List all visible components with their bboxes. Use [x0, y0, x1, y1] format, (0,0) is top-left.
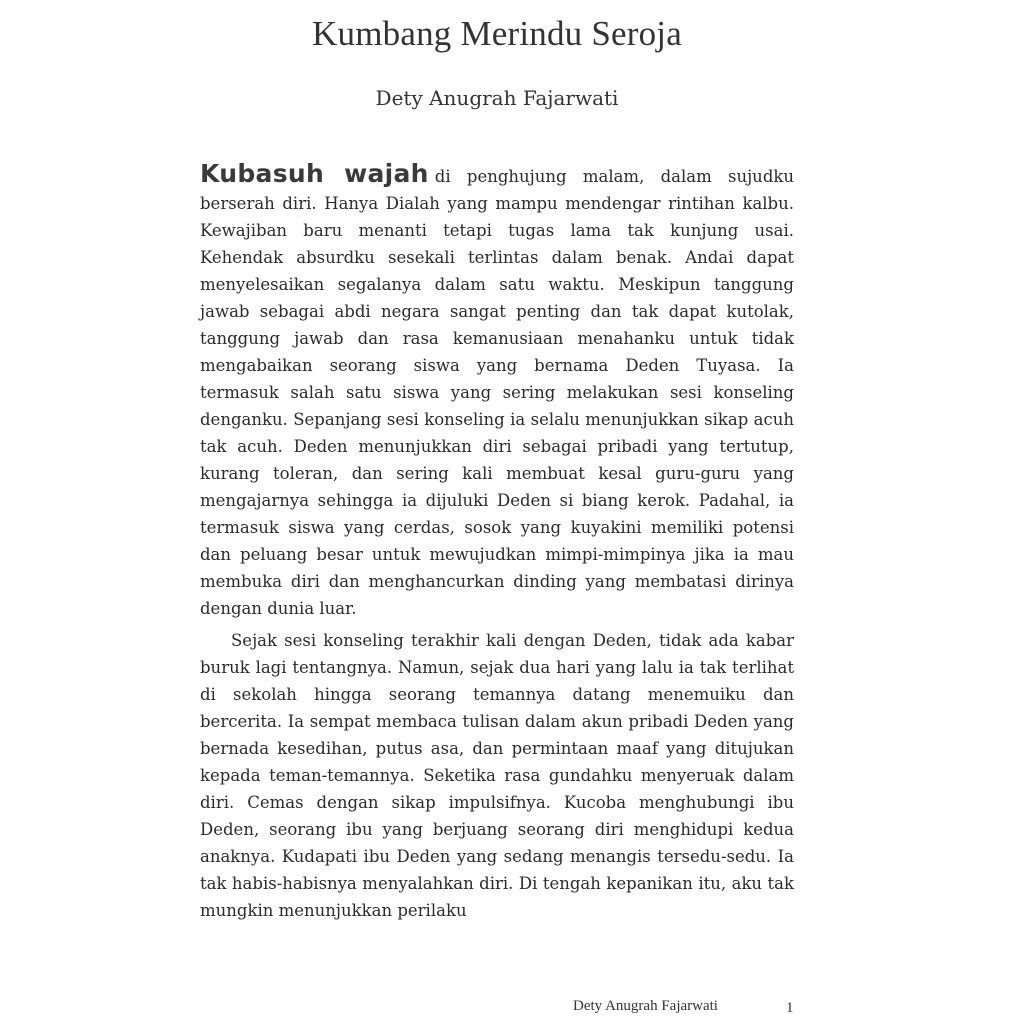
paragraph-1-text: di penghujung malam, dalam sujudku berserah diri. Hanya Dialah yang mampu mendengar rintihan kalbu. Kewajiban baru menanti tetapi tugas lama tak kunjung usai. Kehendak absurdku sesekali terlintas dalam benak. Andai dapat menyelesaikan segalanya dalam satu waktu. Meskipun tanggung jawab sebagai abdi negara sangat penting dan tak dapat kutolak, tanggung jawab dan rasa kemanusiaan menahanku untuk tidak mengabaikan seorang siswa yang bernama Deden Tuyasa. Ia termasuk salah satu siswa yang sering melakukan sesi konseling denganku. Sepanjang sesi konseling ia selalu menunjukkan sikap acuh tak acuh. Deden menunjukkan diri sebagai pribadi yang tertutup, kurang toleran, dan sering kali membuat kesal guru-guru yang mengajarnya sehingga ia dijuluki Deden si biang kerok. Padahal, ia termasuk siswa yang cerdas, sosok yang kuyakini memiliki potensi dan peluang besar untuk mewujudkan mimpi-mimpinya jika ia mau membuka diri dan menghancurkan dinding yang membatasi dirinya dengan dunia luar. — [200, 167, 795, 618]
lead-phrase: Kubasuh wajah — [200, 159, 429, 188]
author-name: Dety Anugrah Fajarwati — [375, 86, 619, 110]
page-title: Kumbang Merindu Seroja — [312, 14, 682, 53]
body-text — [200, 160, 794, 924]
page-number: 1 — [786, 1000, 794, 1016]
paragraph-2-text: Sejak sesi konseling terakhir kali dengan Deden, tidak ada kabar buruk lagi tentangnya. Namun, sejak dua hari yang lalu ia tak terlihat di sekolah hingga seorang temannya datang menemuiku dan bercerita. Ia sempat membaca tulisan dalam akun pribadi Deden yang bernada kesedihan, putus asa, dan permintaan maaf yang ditujukan kepada teman-temannya. Seketika rasa gundahku menyeruak dalam diri. Cemas dengan sikap impulsifnya. Kucoba menghubungi ibu Deden, seorang ibu yang berjuang seorang diri menghidupi kedua anaknya. Kudapati ibu Deden yang sedang menangis tersedu-sedu. Ia tak habis-habisnya menyalahkan diri. Di tengah kepanikan itu, aku tak mungkin menunjukkan perilaku — [200, 631, 794, 920]
page-footer — [0, 998, 1024, 1018]
paragraph-2 — [200, 627, 794, 924]
running-head: Dety Anugrah Fajarwati — [573, 998, 718, 1014]
paragraph-1 — [200, 160, 794, 622]
